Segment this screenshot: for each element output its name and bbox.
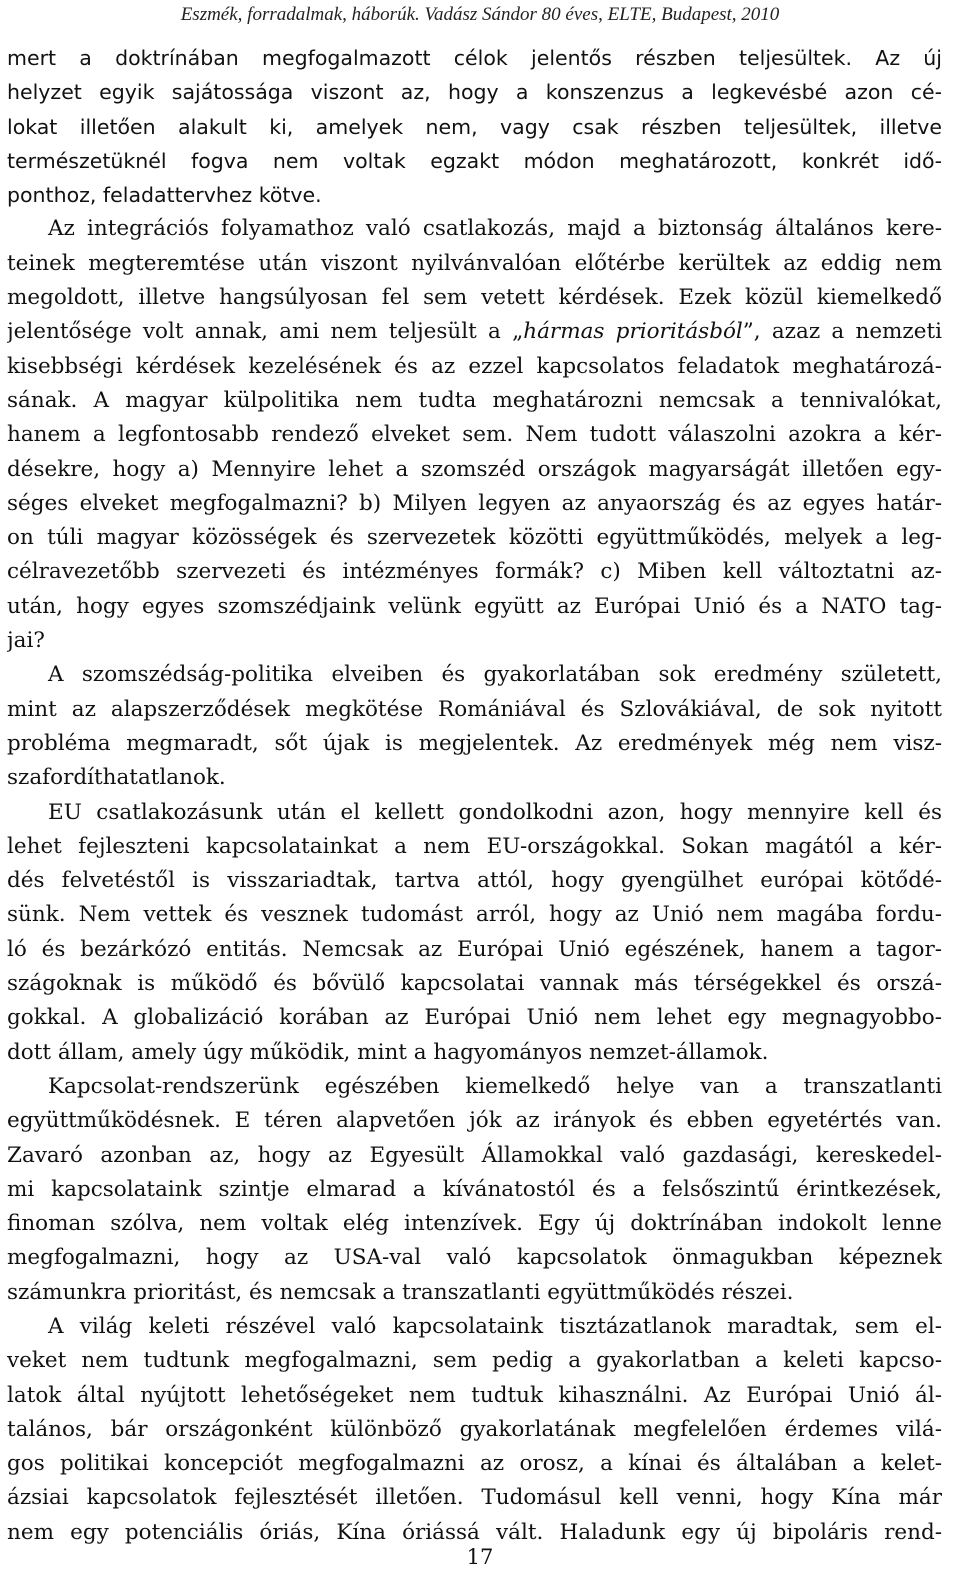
text-line: Zavaró azonban az, hogy az Egyesült Államokkal való gazdasági, kereskedel- (7, 1142, 942, 1168)
text-line: talános, bár országonként különböző gyakorlatának megfelelően érdemes vilá- (7, 1416, 942, 1442)
text-line: sünk. Nem vettek és vesznek tudomást arról, hogy az Unió nem magába fordu- (7, 902, 942, 928)
text-line: dés felvetéstől is visszariadtak, tartva attól, hogy gyengülhet európai kötődé- (7, 868, 942, 894)
text-line: latok által nyújtott lehetőségeket nem tudtuk kihasználni. Az Európai Unió ál- (7, 1382, 942, 1408)
text-line: együttműködésnek. E téren alapvetően jók az irányok és ebben egyetértés van. (7, 1108, 942, 1134)
text-line: nem egy potenciális óriás, Kína óriássá vált. Haladunk egy új bipoláris rend- (7, 1519, 942, 1545)
emphasis: hármas prioritásból (523, 319, 743, 345)
text-line: mi kapcsolataink szintje elmarad a kívánatostól és a felsőszintű érintkezések, (7, 1176, 942, 1202)
text-line: lokat illetően alakult ki, amelyek nem, vagy csak részben teljesültek, illetve (7, 114, 942, 139)
text-line: A világ keleti részével való kapcsolataink tisztázatlanok maradtak, sem el- (48, 1313, 942, 1339)
text-line: ázsiai kapcsolatok fejlesztését illetően. Tudomásul kell venni, hogy Kína már (7, 1485, 942, 1511)
text-line: mint az alapszerződések megkötése Romániával és Szlovákiával, de sok nyitott (7, 696, 942, 722)
running-header: Eszmék, forradalmak, háborúk. Vadász Sándor 80 éves, ELTE, Budapest, 2010 (180, 4, 780, 25)
text-line: teinek megteremtése után viszont nyilvánvalóan előtérbe kerültek az eddig nem (7, 250, 942, 276)
text-line: szafordíthatatlanok. (7, 765, 226, 791)
text-line: megfogalmazni, hogy az USA-val való kapcsolatok önmagukban képeznek (7, 1245, 942, 1271)
text-line: után, hogy egyes szomszédjaink velünk együtt az Európai Unió és a NATO tag- (7, 593, 942, 619)
text-line: szágoknak is működő és bővülő kapcsolatai vannak más térségekkel és orszá- (7, 971, 942, 997)
text-line: természetüknél fogva nem voltak egzakt módon meghatározott, konkrét idő- (7, 148, 942, 173)
text-line: désekre, hogy a) Mennyire lehet a szomszéd országok magyarságát illetően egy- (7, 456, 942, 482)
text-line: probléma megmaradt, sőt újak is megjelentek. Az eredmények még nem visz- (7, 730, 942, 756)
text-line: A szomszédság-politika elveiben és gyakorlatában sok eredmény született, (48, 662, 942, 688)
text-line: jelentősége volt annak, ami nem teljesült a „hármas prioritásból”, azaz a nemzeti (7, 319, 942, 345)
text-line: EU csatlakozásunk után el kellett gondolkodni azon, hogy mennyire kell és (48, 799, 942, 825)
text-line: Kapcsolat-rendszerünk egészében kiemelkedő helye van a transzatlanti (48, 1073, 942, 1099)
text-line: dott állam, amely úgy működik, mint a hagyományos nemzet-államok. (7, 1039, 769, 1065)
text-line: ponthoz, feladattervhez kötve. (7, 183, 322, 208)
text-line: lehet fejleszteni kapcsolatainkat a nem EU-országokkal. Sokan magától a kér- (7, 833, 942, 859)
text-line: on túli magyar közösségek és szervezetek közötti együttműködés, melyek a leg- (7, 525, 942, 551)
text-line: sának. A magyar külpolitika nem tudta meghatározni nemcsak a tennivalókat, (7, 387, 942, 413)
text-line: Az integrációs folyamathoz való csatlakozás, majd a biztonság általános kere- (48, 216, 942, 242)
text-line: gokkal. A globalizáció korában az Európai Unió nem lehet egy megnagyobbo- (7, 1005, 942, 1031)
text-line: veket nem tudtunk megfogalmazni, sem pedig a gyakorlatban a keleti kapcso- (7, 1348, 942, 1374)
text-line: számunkra prioritást, és nemcsak a transzatlanti együttműködés részei. (7, 1279, 794, 1305)
page-number: 17 (466, 1545, 494, 1569)
text-line: mert a doktrínában megfogalmazott célok jelentős részben teljesültek. Az új (7, 46, 942, 70)
text-line: finoman szólva, nem voltak elég intenzívek. Egy új doktrínában indokolt lenne (7, 1211, 942, 1237)
text-line: gos politikai koncepciót megfogalmazni az orosz, a kínai és általában a kelet- (7, 1451, 942, 1477)
text-line: séges elveket megfogalmazni? b) Milyen legyen az anyaország és az egyes határ- (7, 490, 942, 516)
text-line: helyzet egyik sajátossága viszont az, hogy a konszenzus a legkevésbé azon cé- (7, 80, 942, 105)
text-line: megoldott, illetve hangsúlyosan fel sem vetett kérdések. Ezek közül kiemelkedő (7, 285, 942, 311)
text-line: hanem a legfontosabb rendező elveket sem. Nem tudott válaszolni azokra a kér- (7, 422, 942, 448)
text-line: ló és bezárkózó entitás. Nemcsak az Európai Unió egészének, hanem a tagor- (7, 936, 942, 962)
text-line: kisebbségi kérdések kezelésének és az ezzel kapcsolatos feladatok meghatározá- (7, 353, 942, 379)
text-line: célravezetőbb szervezeti és intézményes formák? c) Miben kell változtatni az- (7, 559, 942, 585)
text-line: jai? (7, 628, 45, 654)
body-text (7, 41, 942, 1550)
